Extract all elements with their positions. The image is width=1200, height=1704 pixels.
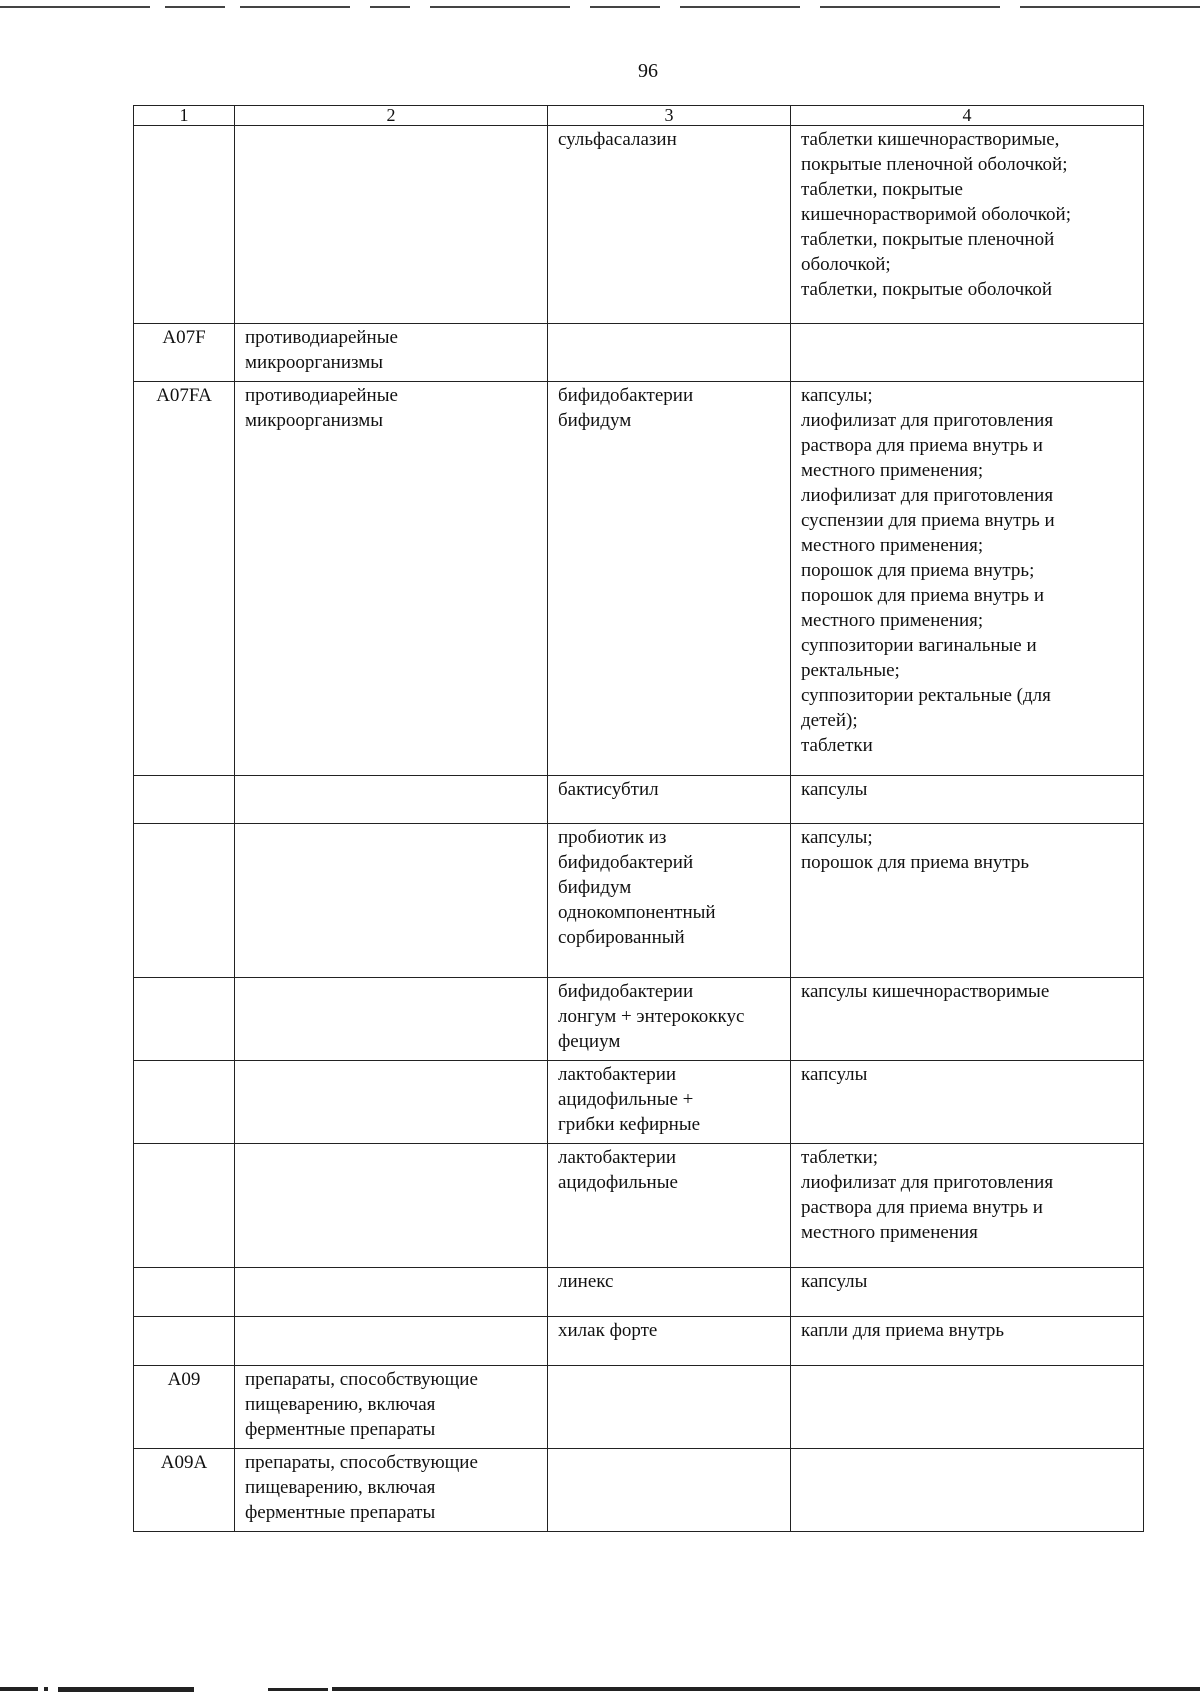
atc-code-cell	[134, 776, 235, 824]
group-name-cell	[235, 978, 548, 1061]
dosage-forms-line: детей);	[801, 710, 858, 731]
dosage-forms-line: покрытые пленочной оболочкой;	[801, 154, 1068, 175]
drug-name-line: ацидофильные +	[558, 1089, 694, 1110]
dosage-forms-cell	[791, 776, 1144, 824]
dosage-forms-line: лиофилизат для приготовления	[801, 485, 1054, 506]
drug-name-cell	[548, 1366, 791, 1449]
group-name-line: ферментные препараты	[245, 1419, 436, 1440]
table-row	[134, 1061, 1144, 1144]
dosage-forms-line: лиофилизат для приготовления	[801, 1172, 1054, 1193]
group-name-line: противодиарейные	[245, 327, 398, 348]
header-col-2: 2	[235, 106, 548, 126]
drug-name-line: лонгум + энтерококкус	[558, 1006, 745, 1027]
group-name-cell	[235, 1366, 548, 1449]
dosage-forms-line: таблетки;	[801, 1147, 879, 1168]
dosage-forms-line: суппозитории ректальные (для	[801, 685, 1051, 706]
table-row	[134, 382, 1144, 776]
drug-name-line: бифидум	[558, 877, 632, 898]
table-header-row	[134, 106, 1144, 126]
group-name-line: пищеварению, включая	[245, 1477, 436, 1498]
group-name-cell	[235, 1449, 548, 1532]
dosage-forms-line: таблетки, покрытые оболочкой	[801, 279, 1053, 300]
dosage-forms-line: лиофилизат для приготовления	[801, 410, 1054, 431]
drug-name-line: однокомпонентный	[558, 902, 716, 923]
group-name-cell	[235, 824, 548, 978]
table-row	[134, 776, 1144, 824]
drug-name-cell	[548, 1144, 791, 1268]
header-col-1: 1	[134, 106, 235, 126]
dosage-forms-cell	[791, 324, 1144, 382]
dosage-forms-line: капсулы	[801, 1271, 868, 1292]
dosage-forms-line: порошок для приема внутрь и	[801, 585, 1045, 606]
drug-name-line: хилак форте	[558, 1320, 658, 1341]
dosage-forms-line: оболочкой;	[801, 254, 891, 275]
drug-name-line: бифидобактерии	[558, 385, 694, 406]
dosage-forms-line: ректальные;	[801, 660, 900, 681]
drug-name-cell	[548, 1061, 791, 1144]
dosage-forms-line: капсулы	[801, 779, 868, 800]
dosage-forms-line: суспензии для приема внутрь и	[801, 510, 1055, 531]
drug-name-line: сорбированный	[558, 927, 685, 948]
drug-name-line: фециум	[558, 1031, 621, 1052]
dosage-forms-cell	[791, 382, 1144, 776]
group-name-cell	[235, 324, 548, 382]
table-row	[134, 1449, 1144, 1532]
drug-name-cell	[548, 1317, 791, 1366]
dosage-forms-line: местного применения	[801, 1222, 978, 1243]
drug-name-line: грибки кефирные	[558, 1114, 701, 1135]
drug-name-line: бактисубтил	[558, 779, 659, 800]
drug-name-cell	[548, 126, 791, 324]
dosage-forms-line: капсулы кишечнорастворимые	[801, 981, 1050, 1002]
drug-name-cell	[548, 1268, 791, 1317]
drug-name-line: линекс	[558, 1271, 614, 1292]
scan-bottom-edge	[0, 1686, 1200, 1692]
atc-code-cell	[134, 126, 235, 324]
dosage-forms-cell	[791, 978, 1144, 1061]
drug-name-cell	[548, 776, 791, 824]
dosage-forms-line: таблетки кишечнорастворимые,	[801, 129, 1060, 150]
dosage-forms-line: раствора для приема внутрь и	[801, 435, 1043, 456]
table-row	[134, 978, 1144, 1061]
dosage-forms-cell	[791, 1144, 1144, 1268]
drug-name-line: бифидум	[558, 410, 632, 431]
group-name-cell	[235, 1317, 548, 1366]
drug-name-line: лактобактерии	[558, 1147, 677, 1168]
dosage-forms-line: порошок для приема внутрь;	[801, 560, 1035, 581]
table-row	[134, 1144, 1144, 1268]
dosage-forms-line: кишечнорастворимой оболочкой;	[801, 204, 1072, 225]
drug-name-cell	[548, 1449, 791, 1532]
group-name-line: ферментные препараты	[245, 1502, 436, 1523]
atc-code-cell	[134, 1268, 235, 1317]
atc-code-cell	[134, 1317, 235, 1366]
header-col-4: 4	[791, 106, 1144, 126]
dosage-forms-cell	[791, 1449, 1144, 1532]
dosage-forms-line: капсулы;	[801, 385, 873, 406]
group-name-cell	[235, 1268, 548, 1317]
group-name-line: противодиарейные	[245, 385, 398, 406]
group-name-line: препараты, способствующие	[245, 1452, 478, 1473]
drug-name-cell	[548, 324, 791, 382]
drug-name-line: лактобактерии	[558, 1064, 677, 1085]
drug-name-cell	[548, 382, 791, 776]
drug-name-line: пробиотик из	[558, 827, 667, 848]
atc-code-cell	[134, 978, 235, 1061]
group-name-line: микроорганизмы	[245, 352, 384, 373]
dosage-forms-line: таблетки, покрытые пленочной	[801, 229, 1055, 250]
dosage-forms-line: раствора для приема внутрь и	[801, 1197, 1043, 1218]
dosage-forms-line: суппозитории вагинальные и	[801, 635, 1037, 656]
group-name-cell	[235, 382, 548, 776]
dosage-forms-line: местного применения;	[801, 610, 984, 631]
drug-name-line: ацидофильные	[558, 1172, 678, 1193]
atc-code-cell	[134, 1144, 235, 1268]
table-row	[134, 126, 1144, 324]
drug-name-line: сульфасалазин	[558, 129, 677, 150]
dosage-forms-line: местного применения;	[801, 460, 984, 481]
dosage-forms-line: местного применения;	[801, 535, 984, 556]
dosage-forms-line: капсулы;	[801, 827, 873, 848]
dosage-forms-line: таблетки	[801, 735, 873, 756]
drug-name-cell	[548, 824, 791, 978]
drug-name-line: бифидобактерий	[558, 852, 694, 873]
atc-code-cell	[134, 1061, 235, 1144]
drug-name-cell	[548, 978, 791, 1061]
group-name-line: препараты, способствующие	[245, 1369, 478, 1390]
table-row	[134, 324, 1144, 382]
dosage-forms-line: порошок для приема внутрь	[801, 852, 1030, 873]
group-name-cell	[235, 1061, 548, 1144]
group-name-cell	[235, 126, 548, 324]
dosage-forms-cell	[791, 1061, 1144, 1144]
dosage-forms-cell	[791, 126, 1144, 324]
dosage-forms-line: капли для приема внутрь	[801, 1320, 1005, 1341]
dosage-forms-cell	[791, 1317, 1144, 1366]
header-col-3: 3	[548, 106, 791, 126]
table-body	[134, 126, 1144, 1532]
scan-top-edge	[0, 6, 1200, 8]
group-name-line: пищеварению, включая	[245, 1394, 436, 1415]
atc-code-cell: A07FA	[134, 382, 235, 776]
page-number: 96	[638, 60, 658, 82]
dosage-forms-cell	[791, 824, 1144, 978]
dosage-forms-line: таблетки, покрытые	[801, 179, 963, 200]
group-name-cell	[235, 776, 548, 824]
table-row	[134, 1268, 1144, 1317]
atc-code-cell: A09	[134, 1366, 235, 1449]
dosage-forms-cell	[791, 1268, 1144, 1317]
table-row	[134, 1366, 1144, 1449]
group-name-cell	[235, 1144, 548, 1268]
table-row	[134, 1317, 1144, 1366]
atc-code-cell: A07F	[134, 324, 235, 382]
dosage-forms-line: капсулы	[801, 1064, 868, 1085]
group-name-line: микроорганизмы	[245, 410, 384, 431]
drug-name-line: бифидобактерии	[558, 981, 694, 1002]
drug-table	[133, 105, 1144, 1532]
dosage-forms-cell	[791, 1366, 1144, 1449]
atc-code-cell	[134, 824, 235, 978]
atc-code-cell: A09A	[134, 1449, 235, 1532]
table-row	[134, 824, 1144, 978]
